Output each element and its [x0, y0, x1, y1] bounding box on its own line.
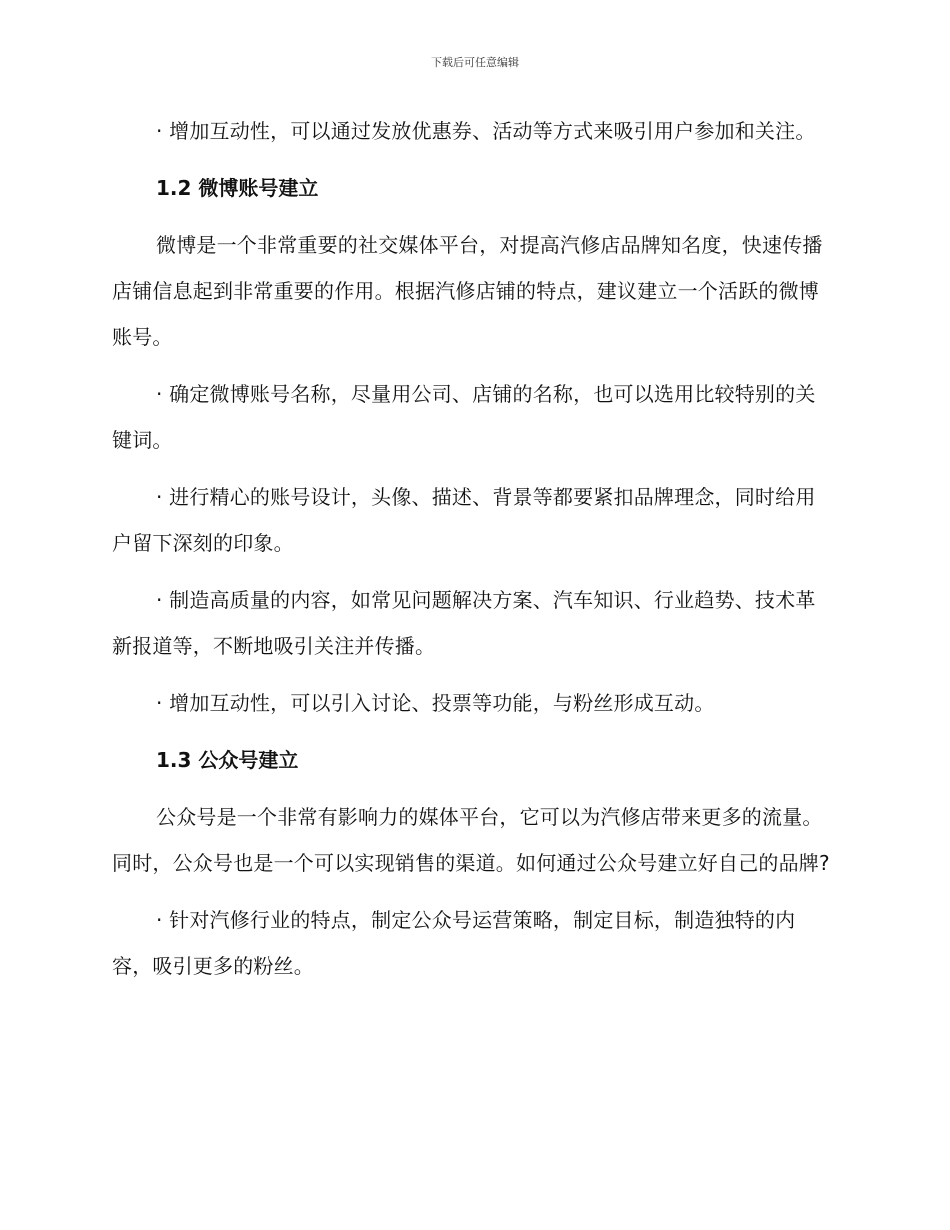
paragraph-weibo-content: · 制造高质量的内容，如常见问题解决方案、汽车知识、行业趋势、技术革新报道等，不断地吸引关注并传播。	[112, 588, 816, 658]
paragraph-weibo-interactivity: · 增加互动性，可以引入讨论、投票等功能，与粉丝形成互动。	[156, 691, 715, 715]
paragraph-interactivity-coupons: · 增加互动性，可以通过发放优惠券、活动等方式来吸引用户参加和关注。	[156, 119, 816, 143]
paragraph-weibo-intro: 微博是一个非常重要的社交媒体平台，对提高汽修店品牌知名度，快速传播店铺信息起到非常重要的作用。根据汽修店铺的特点，建议建立一个活跃的微博账号。	[112, 233, 823, 349]
paragraph-official-account-strategy: · 针对汽修行业的特点，制定公众号运营策略，制定目标，制造独特的内容，吸引更多的粉丝。	[112, 908, 796, 978]
document-body	[112, 108, 830, 1000]
page-header-note: 下载后可任意编辑	[431, 56, 519, 69]
section-heading-weibo: 1.2 微博账号建立	[156, 176, 319, 200]
paragraph-weibo-design: · 进行精心的账号设计，头像、描述、背景等都要紧扣品牌理念，同时给用户留下深刻的印象。	[112, 485, 816, 555]
paragraph-official-account-intro: 公众号是一个非常有影响力的媒体平台，它可以为汽修店带来更多的流量。同时，公众号也是一个可以实现销售的渠道。如何通过公众号建立好自己的品牌?	[112, 805, 830, 875]
paragraph-weibo-name: · 确定微博账号名称，尽量用公司、店铺的名称，也可以选用比较特别的关键词。	[112, 382, 816, 452]
section-heading-official-account: 1.3 公众号建立	[156, 748, 299, 772]
